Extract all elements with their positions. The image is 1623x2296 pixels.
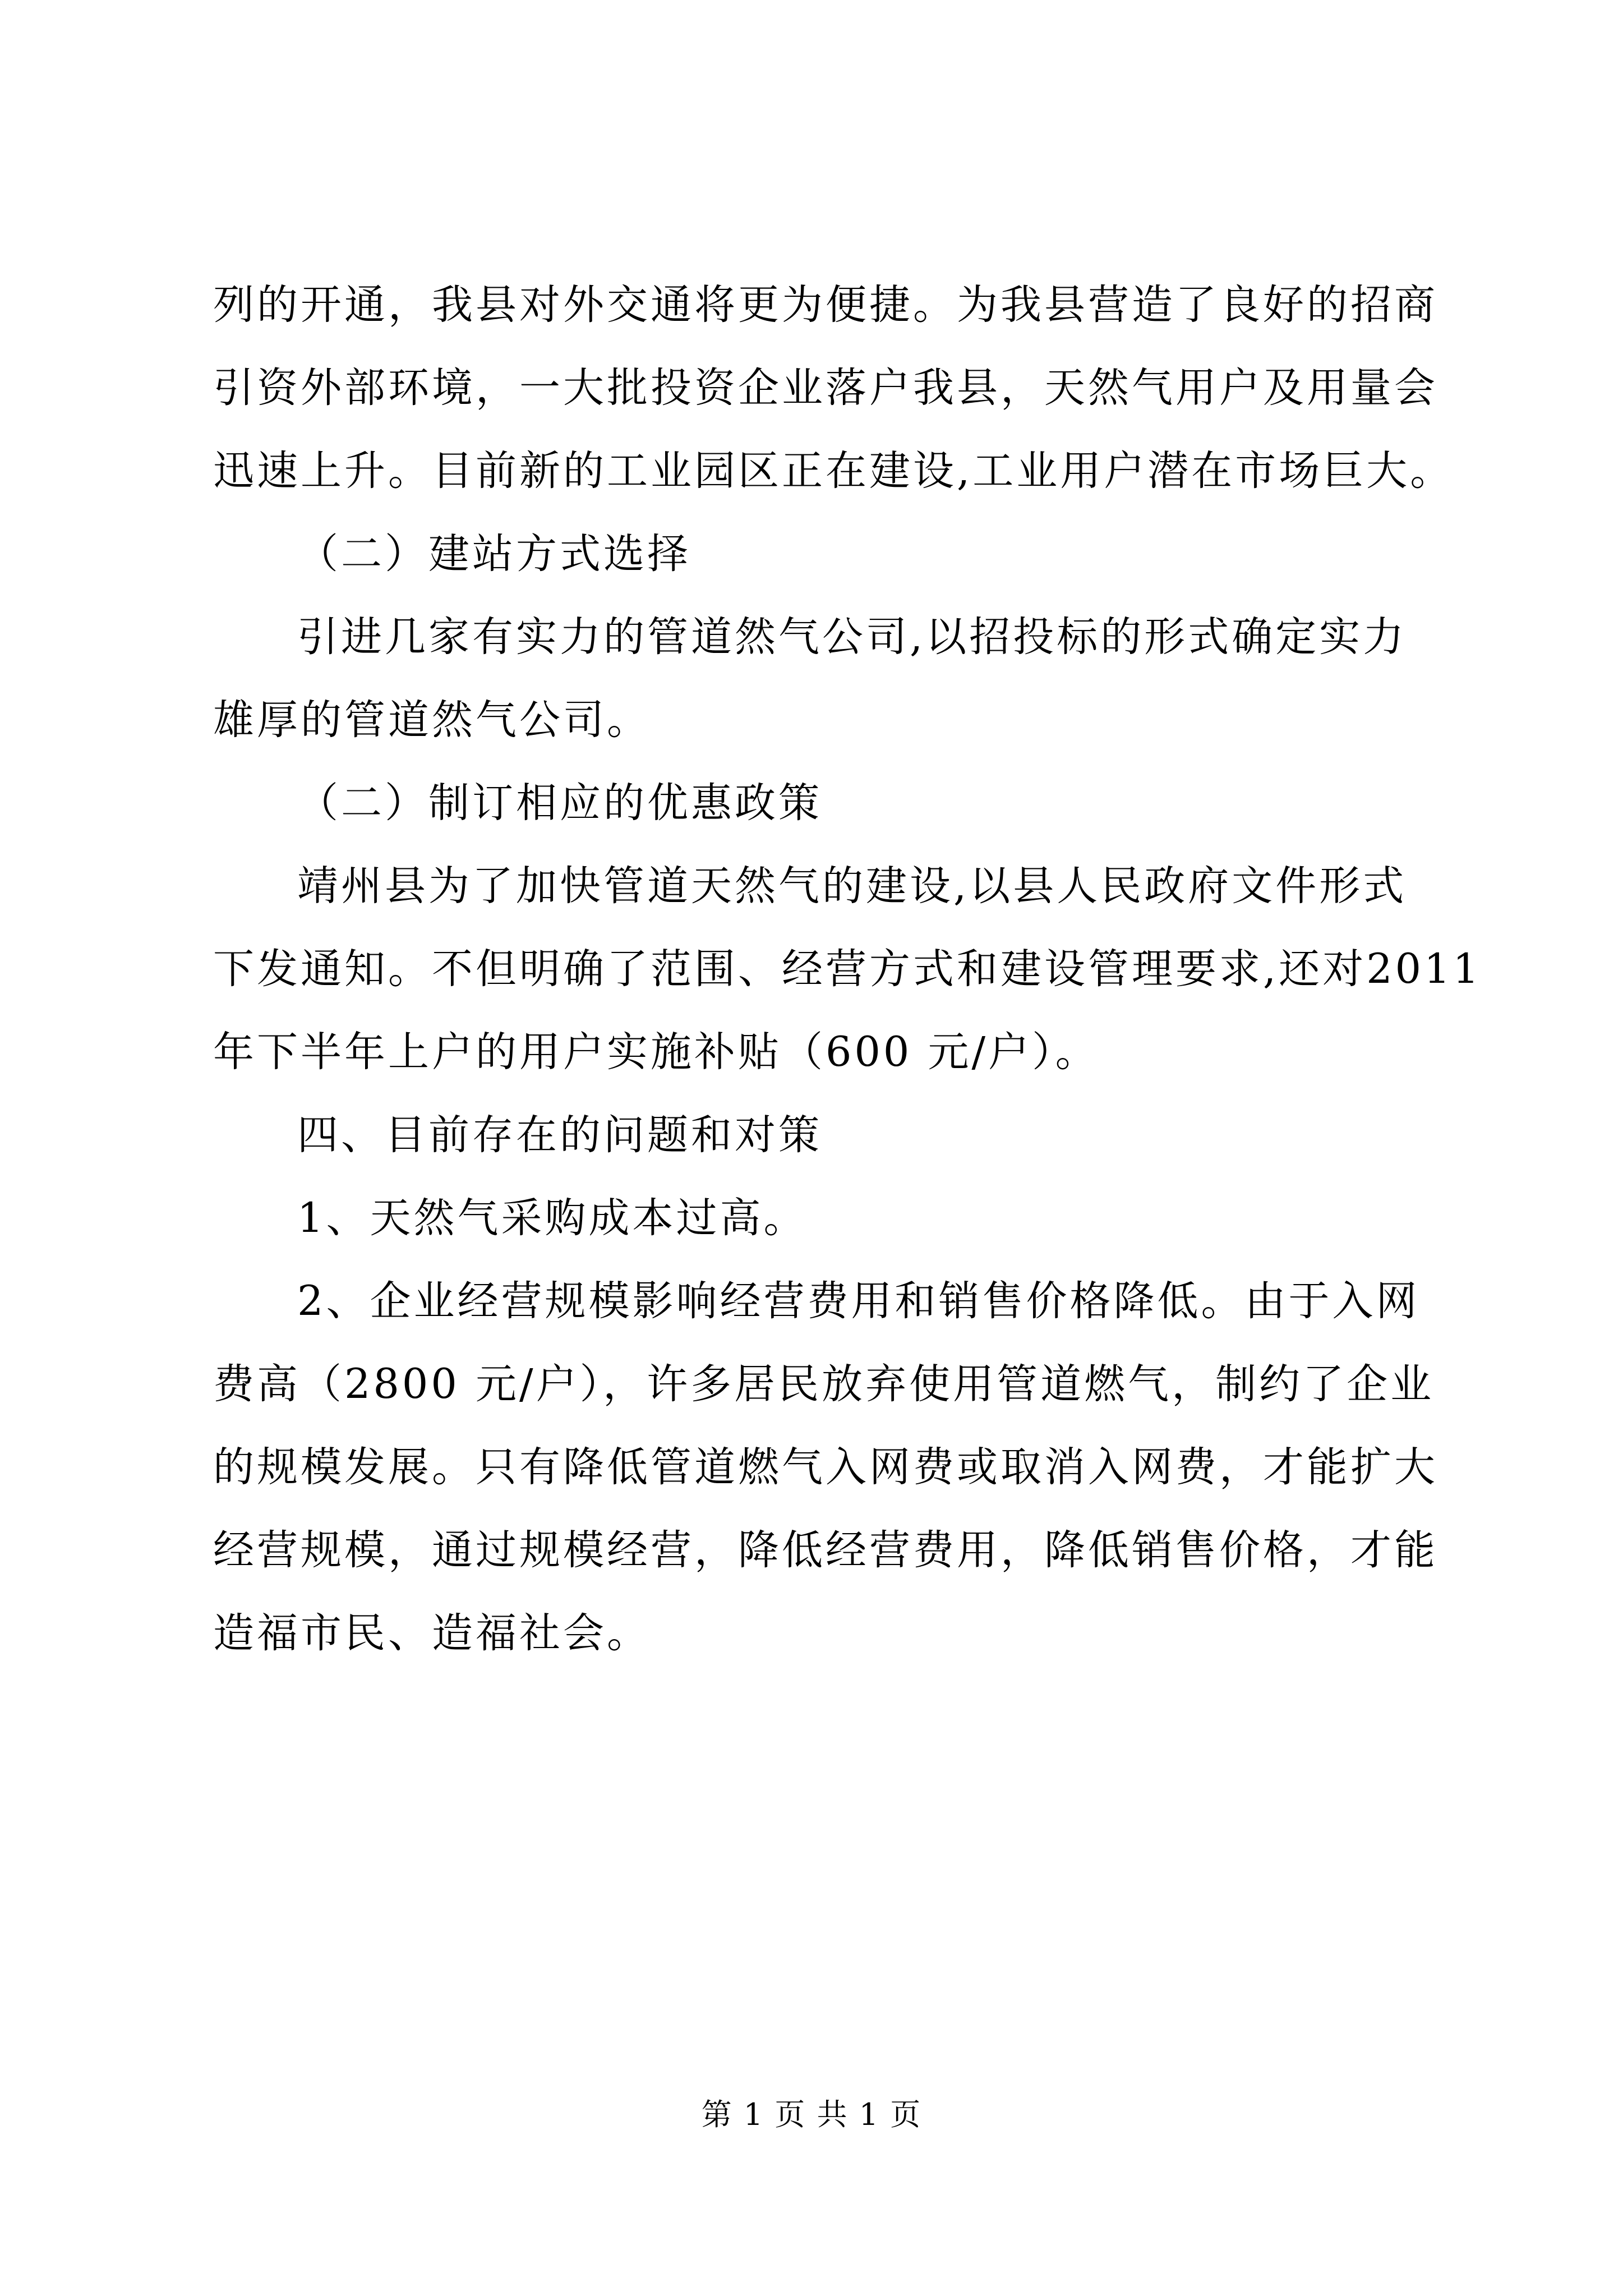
section-heading: 四、目前存在的问题和对策	[297, 1111, 822, 1159]
paragraph-line: 引资外部环境，一大批投资企业落户我县，天然气用户及用量会	[213, 364, 1438, 412]
paragraph-line: 靖州县为了加快管道天然气的建设,以县人民政府文件形式	[297, 862, 1407, 910]
paragraph-line: 经营规模，通过规模经营，降低经营费用，降低销售价格，才能	[213, 1526, 1438, 1574]
paragraph-line: 列的开通，我县对外交通将更为便捷。为我县营造了良好的招商	[213, 281, 1438, 329]
paragraph-line: 的规模发展。只有降低管道燃气入网费或取消入网费，才能扩大	[213, 1443, 1438, 1491]
list-item: 2、企业经营规模影响经营费用和销售价格降低。由于入网	[297, 1277, 1420, 1325]
paragraph-line: 引进几家有实力的管道然气公司,以招投标的形式确定实力	[297, 613, 1407, 661]
section-heading: （二）制订相应的优惠政策	[297, 779, 822, 827]
list-item: 1、天然气采购成本过高。	[297, 1194, 808, 1242]
paragraph-line: 费高（2800 元/户），许多居民放弃使用管道燃气，制约了企业	[213, 1360, 1435, 1408]
paragraph-line: 迅速上升。目前新的工业园区正在建设,工业用户潜在市场巨大。	[213, 447, 1454, 495]
section-heading: （二）建站方式选择	[297, 530, 691, 578]
paragraph-line: 下发通知。不但明确了范围、经营方式和建设管理要求,还对2011	[213, 945, 1482, 993]
page-number-footer: 第 1 页 共 1 页	[701, 2097, 922, 2132]
paragraph-line: 年下半年上户的用户实施补贴（600 元/户）。	[213, 1028, 1099, 1076]
paragraph-line: 雄厚的管道然气公司。	[213, 696, 651, 744]
paragraph-line: 造福市民、造福社会。	[213, 1609, 651, 1657]
document-body	[213, 264, 1482, 1675]
